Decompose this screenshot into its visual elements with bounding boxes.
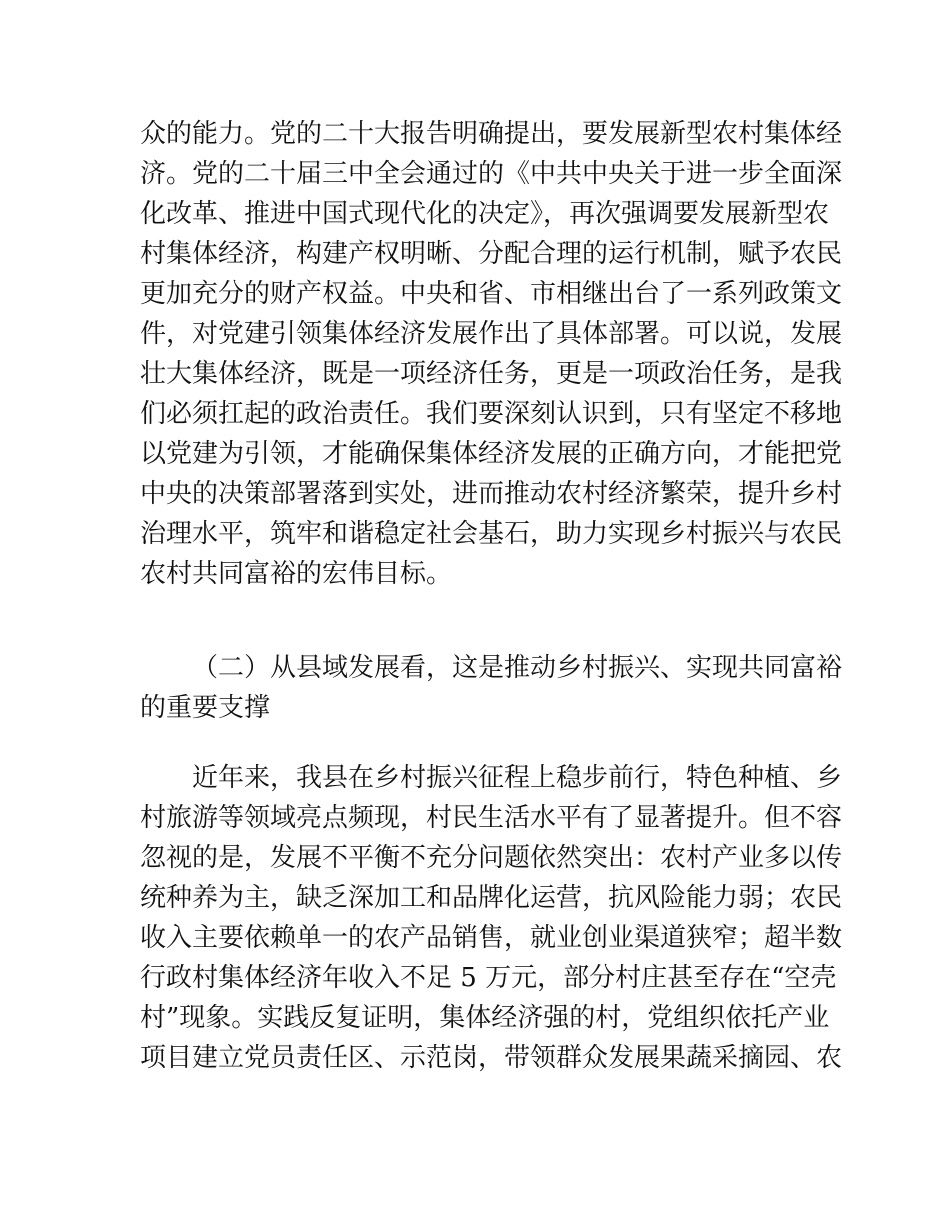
paragraph-line: 统种养为主，缺乏深加工和品牌化运营，抗风险能力弱；农民 — [140, 883, 843, 913]
paragraph-line: 治理水平，筑牢和谐稳定社会基石，助力实现乡村振兴与农民 — [140, 519, 843, 549]
paragraph-line: 近年来，我县在乡村振兴征程上稳步前行，特色种植、乡 — [192, 763, 843, 793]
heading-line: （二）从县域发展看，这是推动乡村振兴、实现共同富裕 — [192, 653, 843, 683]
paragraph-line: 中央的决策部署落到实处，进而推动农村经济繁荣，提升乡村 — [140, 479, 843, 509]
paragraph-line: 农村共同富裕的宏伟目标。 — [140, 559, 453, 589]
paragraph-line: 件，对党建引领集体经济发展作出了具体部署。可以说，发展 — [140, 319, 843, 349]
paragraph-line: 收入主要依赖单一的农产品销售，就业创业渠道狭窄；超半数 — [140, 923, 843, 953]
paragraph-line: 以党建为引领，才能确保集体经济发展的正确方向，才能把党 — [140, 439, 843, 469]
paragraph-line: 壮大集体经济，既是一项经济任务，更是一项政治任务，是我 — [140, 359, 843, 389]
paragraph-line: 村旅游等领域亮点频现，村民生活水平有了显著提升。但不容 — [140, 803, 843, 833]
heading-line: 的重要支撑 — [140, 693, 271, 723]
paragraph-line: 项目建立党员责任区、示范岗，带领群众发展果蔬采摘园、农 — [140, 1043, 843, 1073]
paragraph-line: 村”现象。实践反复证明，集体经济强的村，党组织依托产业 — [140, 1003, 830, 1033]
paragraph-line: 村集体经济，构建产权明晰、分配合理的运行机制，赋予农民 — [140, 239, 843, 269]
paragraph-line: 行政村集体经济年收入不足 5 万元，部分村庄甚至存在“空壳 — [140, 963, 837, 993]
paragraph-line: 众的能力。党的二十大报告明确提出，要发展新型农村集体经 — [140, 119, 843, 149]
paragraph-line: 们必须扛起的政治责任。我们要深刻认识到，只有坚定不移地 — [140, 399, 843, 429]
paragraph-line: 更加充分的财产权益。中央和省、市相继出台了一系列政策文 — [140, 279, 843, 309]
body-paragraph — [140, 758, 843, 1078]
section-heading — [140, 648, 843, 728]
paragraph-line: 忽视的是，发展不平衡不充分问题依然突出：农村产业多以传 — [140, 843, 843, 873]
body-paragraph — [140, 114, 843, 594]
paragraph-line: 济。党的二十届三中全会通过的《中共中央关于进一步全面深 — [140, 159, 843, 189]
paragraph-line: 化改革、推进中国式现代化的决定》，再次强调要发展新型农 — [140, 199, 830, 229]
